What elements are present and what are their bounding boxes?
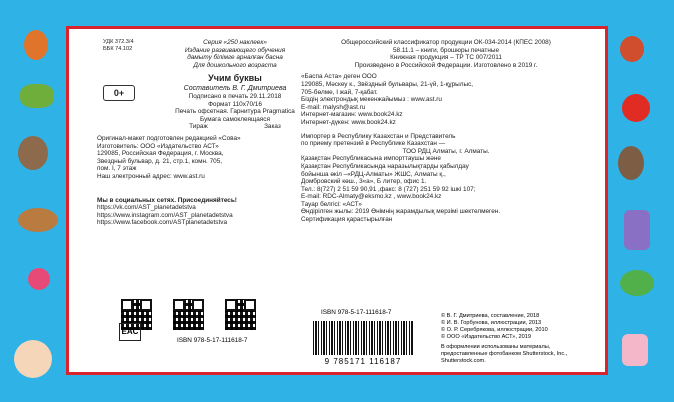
copyright-block [441,313,567,365]
print-line: Печать офсетная. Гарнитура Pragmatica [175,108,295,116]
address-line-3: пом. I, 7 этаж [97,165,137,173]
kz-line-3: 705-бөлме, I жай, 7-қабат. [301,88,378,96]
imp-line-10: Тауар белгісі: «АСТ» [301,200,362,208]
print-date: Подписано в печать 29.11.2018 [188,92,282,100]
kz-line-5: E-mail: malysh@ast.ru [301,103,366,111]
imp-line-7: Домбровский көш., 3«а», Б литер, офис 1. [301,178,427,186]
tirazh: Тираж [189,123,208,131]
qr-code-facebook[interactable] [225,299,256,330]
spinning-top-icon [620,36,644,62]
copyright-3: © О. Р. Серебрякова, иллюстрации, 2010 [441,327,548,333]
grasshopper-icon [20,84,54,108]
bbk-code: ББК 74.102 [103,45,133,52]
copyright-2: © И. В. Горбунова, иллюстрации, 2013 [441,320,542,326]
fox-icon [24,30,48,60]
cake-icon [622,334,648,366]
series: Серия «250 наклеек» [203,39,267,46]
robot-icon [624,210,650,250]
barcode-number: 9 785171 116187 [313,357,413,366]
kz-line-6: Интернет-магазин: www.book24.kz [301,111,403,119]
owl-icon [18,136,48,170]
okp-line-2: 58.11.1 – книги, брошюры печатные [392,46,500,54]
maker: Изготовитель: ООО «Издательство АСТ» [97,142,219,150]
social-link-facebook[interactable]: https://www.facebook.com/ASTplanetadetstva [97,219,228,227]
imp-line-11: Өндірілген жылы: 2019 Өнімнің жарамдылық мерзімі шектелмеген. [301,208,501,216]
left-column [97,39,309,227]
produced-line: Произведено в Российской Федерации. Изготовлено в 2019 г. [354,61,538,69]
copyright-5: В оформлении использованы материалы, [441,344,551,350]
imp-line-4: Қазақстан Республикасына импорттаушы және [301,155,441,163]
copyright-7: Shutterstock.com. [441,358,486,364]
chameleon-icon [620,270,654,296]
tr-line: Книжная продукция – ТР ТС 007/2011 [390,54,502,62]
importer-block [301,133,591,224]
copyright-6: предоставленные фотобанком Shutterstock, Inc., [441,351,568,357]
kz-line-4: Біздің электрондық мекенжайымыз : www.ast.ru [301,96,442,104]
format: Формат 110х70/16 [208,100,262,108]
copyright-4: © ООО «Издательство АСТ», 2019 [441,334,531,340]
isbn-left: ISBN 978-5-17-111618-7 [177,337,248,344]
eac-mark: EAC [119,323,141,341]
copyright-1: © В. Г. Дмитриева, составление, 2018 [441,313,540,319]
pelican-icon [14,340,52,378]
edition-kz: дамыту білімге арналған басна [187,54,283,62]
imp-line-6: бойынша өкіл –«РДЦ-Алматы» ЖШС, Алматы қ., [301,170,446,178]
owl-icon-right [618,146,644,180]
maker-block [97,135,309,181]
barcode [313,321,413,355]
apple-icon [622,94,650,122]
udk-code: УДК 372.3/4 [103,39,134,45]
social-link-vk[interactable]: https://vk.com/AST_planetadetstva [97,204,196,212]
okp-line-1: Общероссийский классификатор продукции ОК-034-2014 (КПЕС 2008) [341,39,551,46]
website[interactable]: Наш электронный адрес: www.ast.ru [97,172,205,180]
imp-line-8: Тел.: 8(727) 2 51 59 90,91 ,факс: 8 (727) 251 59 92 ішкі 107; [301,185,476,193]
isbn-right: ISBN 978-5-17-111618-7 [321,309,392,316]
edition-ru: Издание развивающего обучения [184,46,286,54]
imp-line-1: Импортер в Республику Казахстан и Представитель [301,132,456,140]
social-link-instagram[interactable]: https://www.instagram.com/AST_planetadetstva [97,211,233,219]
age-badge: 0+ [103,85,135,101]
qr-code-instagram[interactable] [173,299,204,330]
imp-line-9: E-mail: RDC-Almaty@eksmo.kz , www.book24.kz [301,193,442,201]
fish-icon [18,208,58,232]
imp-line-3: ТОО РДЦ Алматы, г. Алматы. [402,147,490,155]
kz-line-1: «Баспа Аста» деген ООО [301,73,377,81]
paper: Бумага самоклеящаяся [200,115,270,123]
address-line-1: 129085, Российская Федерация, г. Москва, [97,150,224,158]
social-title: Мы в социальных сетях. Присоединяйтесь! [97,196,237,204]
author: Составитель В. Г. Дмитриева [183,85,287,93]
kz-line-7: Интернет-дүкен: www.book24.kz [301,118,396,126]
book-title: Учим буквы [208,73,262,84]
right-column [301,39,591,224]
imprint-panel [66,26,608,375]
imp-line-5: Қазақстан Республикасында наразылықтарды қабылдау [301,162,469,170]
classification-codes [103,39,134,52]
address-line-2: Звездный бульвар, д. 21, стр.1, комн. 705, [97,157,223,165]
kz-block [301,73,591,126]
imp-line-12: Сертификация қарастырылған [301,216,393,224]
kz-line-2: 129085, Мәскеу к., Звёздный бульвары, 21-үй, 1-құрылыс, [301,80,474,88]
flower-icon [28,268,50,290]
social-block [97,197,309,227]
imp-line-2: по приему претензий в Республике Казахстан — [301,140,446,148]
age-group: Для дошкольного возраста [193,61,277,69]
order: Заказ [264,123,281,131]
prepared: Оригинал-макет подготовлен редакцией «Сова» [97,134,241,142]
